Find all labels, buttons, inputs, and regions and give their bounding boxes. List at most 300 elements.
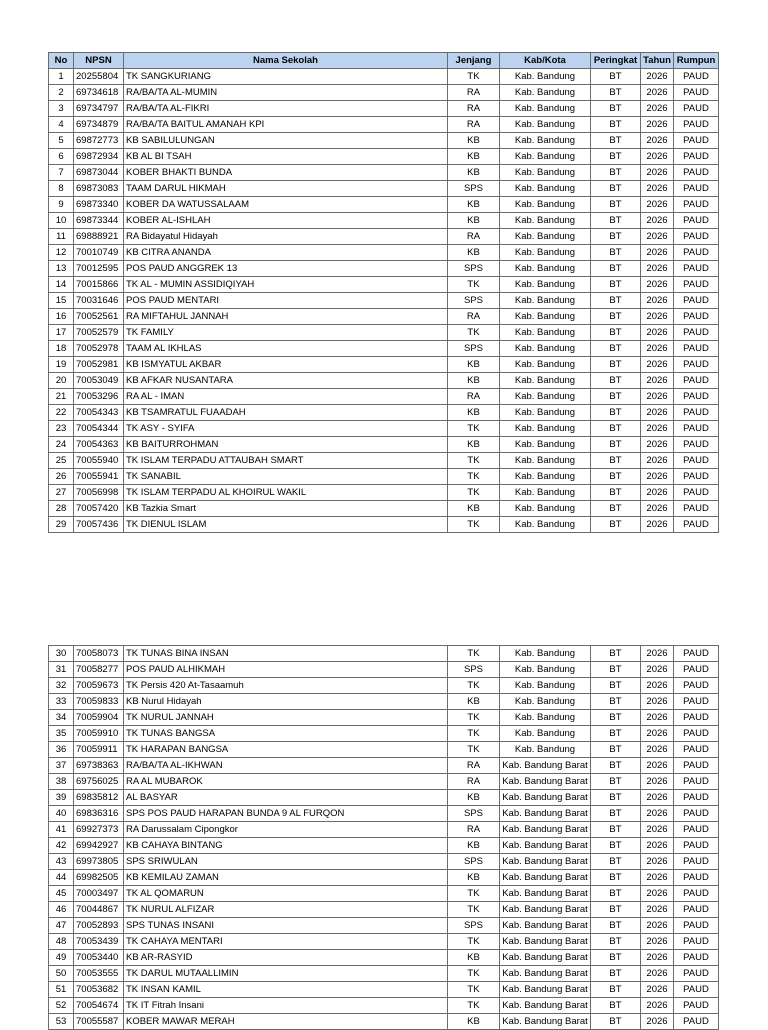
cell-npsn: 70044867 (74, 902, 124, 918)
cell-tahun: 2026 (641, 934, 674, 950)
cell-peringkat: BT (591, 437, 641, 453)
cell-jenjang: TK (448, 69, 500, 85)
cell-jenjang: KB (448, 405, 500, 421)
cell-jenjang: TK (448, 277, 500, 293)
cell-tahun: 2026 (641, 501, 674, 517)
table-row (49, 998, 719, 1014)
cell-rumpun: PAUD (674, 726, 719, 742)
cell-npsn: 69872934 (74, 149, 124, 165)
cell-rumpun: PAUD (674, 950, 719, 966)
cell-peringkat: BT (591, 982, 641, 998)
cell-jenjang: TK (448, 998, 500, 1014)
cell-kab-kota: Kab. Bandung Barat (500, 870, 591, 886)
cell-no: 17 (49, 325, 74, 341)
cell-jenjang: TK (448, 742, 500, 758)
table-row (49, 293, 719, 309)
cell-peringkat: BT (591, 325, 641, 341)
cell-peringkat: BT (591, 902, 641, 918)
cell-no: 48 (49, 934, 74, 950)
cell-npsn: 70012595 (74, 261, 124, 277)
cell-npsn: 70053296 (74, 389, 124, 405)
cell-no: 10 (49, 213, 74, 229)
cell-rumpun: PAUD (674, 341, 719, 357)
cell-tahun: 2026 (641, 774, 674, 790)
cell-jenjang: TK (448, 469, 500, 485)
cell-jenjang: TK (448, 678, 500, 694)
cell-jenjang: TK (448, 966, 500, 982)
cell-npsn: 69734879 (74, 117, 124, 133)
cell-npsn: 70054674 (74, 998, 124, 1014)
cell-npsn: 70059904 (74, 710, 124, 726)
cell-jenjang: KB (448, 501, 500, 517)
cell-nama-sekolah: KOBER MAWAR MERAH (124, 1014, 448, 1030)
cell-tahun: 2026 (641, 245, 674, 261)
cell-npsn: 70058073 (74, 646, 124, 662)
cell-peringkat: BT (591, 469, 641, 485)
table-row (49, 373, 719, 389)
cell-jenjang: SPS (448, 293, 500, 309)
cell-npsn: 69873340 (74, 197, 124, 213)
cell-nama-sekolah: POS PAUD ANGGREK 13 (124, 261, 448, 277)
cell-tahun: 2026 (641, 405, 674, 421)
cell-rumpun: PAUD (674, 934, 719, 950)
cell-jenjang: TK (448, 934, 500, 950)
cell-no: 24 (49, 437, 74, 453)
cell-tahun: 2026 (641, 870, 674, 886)
cell-nama-sekolah: TAAM AL IKHLAS (124, 341, 448, 357)
cell-nama-sekolah: TK NURUL ALFIZAR (124, 902, 448, 918)
cell-peringkat: BT (591, 966, 641, 982)
cell-peringkat: BT (591, 245, 641, 261)
cell-no: 40 (49, 806, 74, 822)
cell-npsn: 70058277 (74, 662, 124, 678)
cell-jenjang: RA (448, 309, 500, 325)
cell-peringkat: BT (591, 213, 641, 229)
cell-rumpun: PAUD (674, 293, 719, 309)
cell-nama-sekolah: KB AR-RASYID (124, 950, 448, 966)
cell-nama-sekolah: RA AL MUBAROK (124, 774, 448, 790)
cell-nama-sekolah: RA MIFTAHUL JANNAH (124, 309, 448, 325)
cell-tahun: 2026 (641, 966, 674, 982)
cell-no: 46 (49, 902, 74, 918)
cell-npsn: 70054363 (74, 437, 124, 453)
table-row (49, 822, 719, 838)
cell-kab-kota: Kab. Bandung (500, 742, 591, 758)
cell-kab-kota: Kab. Bandung Barat (500, 790, 591, 806)
cell-rumpun: PAUD (674, 982, 719, 998)
cell-rumpun: PAUD (674, 85, 719, 101)
cell-peringkat: BT (591, 886, 641, 902)
table-row (49, 437, 719, 453)
cell-peringkat: BT (591, 870, 641, 886)
table-row (49, 341, 719, 357)
table-row (49, 213, 719, 229)
cell-no: 51 (49, 982, 74, 998)
cell-no: 3 (49, 101, 74, 117)
cell-peringkat: BT (591, 309, 641, 325)
cell-peringkat: BT (591, 165, 641, 181)
cell-nama-sekolah: KB CITRA ANANDA (124, 245, 448, 261)
cell-rumpun: PAUD (674, 405, 719, 421)
cell-kab-kota: Kab. Bandung (500, 309, 591, 325)
cell-tahun: 2026 (641, 646, 674, 662)
cell-rumpun: PAUD (674, 998, 719, 1014)
table-row (49, 774, 719, 790)
cell-nama-sekolah: SPS SRIWULAN (124, 854, 448, 870)
cell-peringkat: BT (591, 662, 641, 678)
cell-no: 37 (49, 758, 74, 774)
cell-kab-kota: Kab. Bandung Barat (500, 918, 591, 934)
cell-tahun: 2026 (641, 854, 674, 870)
cell-npsn: 70059673 (74, 678, 124, 694)
cell-npsn: 70052981 (74, 357, 124, 373)
school-table-2 (48, 645, 719, 1030)
cell-rumpun: PAUD (674, 325, 719, 341)
cell-tahun: 2026 (641, 197, 674, 213)
cell-npsn: 70053440 (74, 950, 124, 966)
cell-no: 30 (49, 646, 74, 662)
cell-kab-kota: Kab. Bandung (500, 293, 591, 309)
cell-nama-sekolah: KB AL BI TSAH (124, 149, 448, 165)
cell-peringkat: BT (591, 69, 641, 85)
cell-peringkat: BT (591, 1014, 641, 1030)
table-row (49, 309, 719, 325)
cell-npsn: 69982505 (74, 870, 124, 886)
table-row (49, 389, 719, 405)
cell-nama-sekolah: TK AL QOMARUN (124, 886, 448, 902)
cell-peringkat: BT (591, 822, 641, 838)
cell-npsn: 70059911 (74, 742, 124, 758)
cell-no: 2 (49, 85, 74, 101)
cell-kab-kota: Kab. Bandung (500, 646, 591, 662)
cell-tahun: 2026 (641, 662, 674, 678)
cell-kab-kota: Kab. Bandung (500, 101, 591, 117)
cell-tahun: 2026 (641, 918, 674, 934)
cell-no: 36 (49, 742, 74, 758)
cell-npsn: 70056998 (74, 485, 124, 501)
cell-kab-kota: Kab. Bandung (500, 117, 591, 133)
cell-jenjang: KB (448, 437, 500, 453)
cell-kab-kota: Kab. Bandung (500, 85, 591, 101)
cell-nama-sekolah: TK TUNAS BINA INSAN (124, 646, 448, 662)
table-row (49, 501, 719, 517)
table-row (49, 101, 719, 117)
cell-rumpun: PAUD (674, 165, 719, 181)
cell-nama-sekolah: KB CAHAYA BINTANG (124, 838, 448, 854)
cell-nama-sekolah: RA Darussalam Cipongkor (124, 822, 448, 838)
cell-rumpun: PAUD (674, 790, 719, 806)
table-row (49, 165, 719, 181)
cell-rumpun: PAUD (674, 261, 719, 277)
cell-npsn: 69888921 (74, 229, 124, 245)
cell-tahun: 2026 (641, 982, 674, 998)
header-tahun: Tahun (641, 53, 674, 69)
cell-kab-kota: Kab. Bandung Barat (500, 822, 591, 838)
cell-no: 22 (49, 405, 74, 421)
table-row (49, 758, 719, 774)
cell-tahun: 2026 (641, 149, 674, 165)
header-rumpun: Rumpun (674, 53, 719, 69)
cell-no: 9 (49, 197, 74, 213)
cell-kab-kota: Kab. Bandung Barat (500, 886, 591, 902)
cell-jenjang: RA (448, 101, 500, 117)
cell-nama-sekolah: TK TUNAS BANGSA (124, 726, 448, 742)
table-row (49, 245, 719, 261)
cell-nama-sekolah: RA AL - IMAN (124, 389, 448, 405)
cell-tahun: 2026 (641, 822, 674, 838)
cell-rumpun: PAUD (674, 469, 719, 485)
table-row (49, 1014, 719, 1030)
cell-npsn: 69756025 (74, 774, 124, 790)
cell-peringkat: BT (591, 790, 641, 806)
cell-rumpun: PAUD (674, 101, 719, 117)
cell-kab-kota: Kab. Bandung (500, 357, 591, 373)
cell-peringkat: BT (591, 950, 641, 966)
cell-jenjang: KB (448, 357, 500, 373)
cell-jenjang: SPS (448, 918, 500, 934)
cell-jenjang: TK (448, 453, 500, 469)
cell-no: 53 (49, 1014, 74, 1030)
cell-rumpun: PAUD (674, 421, 719, 437)
table-row (49, 726, 719, 742)
cell-rumpun: PAUD (674, 373, 719, 389)
cell-tahun: 2026 (641, 277, 674, 293)
cell-tahun: 2026 (641, 469, 674, 485)
cell-tahun: 2026 (641, 165, 674, 181)
cell-nama-sekolah: KB ISMYATUL AKBAR (124, 357, 448, 373)
cell-npsn: 69873344 (74, 213, 124, 229)
cell-nama-sekolah: TK AL - MUMIN ASSIDIQIYAH (124, 277, 448, 293)
table-row (49, 85, 719, 101)
cell-nama-sekolah: TK ASY - SYIFA (124, 421, 448, 437)
table-row (49, 886, 719, 902)
cell-no: 41 (49, 822, 74, 838)
cell-tahun: 2026 (641, 85, 674, 101)
table-row (49, 277, 719, 293)
cell-rumpun: PAUD (674, 69, 719, 85)
cell-peringkat: BT (591, 678, 641, 694)
cell-npsn: 70003497 (74, 886, 124, 902)
cell-no: 49 (49, 950, 74, 966)
cell-npsn: 69873083 (74, 181, 124, 197)
cell-nama-sekolah: TK HARAPAN BANGSA (124, 742, 448, 758)
cell-npsn: 70053439 (74, 934, 124, 950)
cell-jenjang: RA (448, 389, 500, 405)
table-row (49, 117, 719, 133)
cell-rumpun: PAUD (674, 902, 719, 918)
cell-npsn: 69942927 (74, 838, 124, 854)
cell-peringkat: BT (591, 149, 641, 165)
cell-rumpun: PAUD (674, 133, 719, 149)
cell-nama-sekolah: TK DARUL MUTAALLIMIN (124, 966, 448, 982)
cell-jenjang: KB (448, 790, 500, 806)
cell-nama-sekolah: TK SANGKURIANG (124, 69, 448, 85)
cell-kab-kota: Kab. Bandung Barat (500, 838, 591, 854)
cell-nama-sekolah: RA/BA/TA BAITUL AMANAH KPI (124, 117, 448, 133)
cell-no: 21 (49, 389, 74, 405)
cell-nama-sekolah: TK ISLAM TERPADU AL KHOIRUL WAKIL (124, 485, 448, 501)
cell-tahun: 2026 (641, 341, 674, 357)
table-row (49, 934, 719, 950)
cell-jenjang: RA (448, 117, 500, 133)
cell-peringkat: BT (591, 101, 641, 117)
cell-npsn: 70055941 (74, 469, 124, 485)
cell-no: 32 (49, 678, 74, 694)
cell-kab-kota: Kab. Bandung Barat (500, 966, 591, 982)
cell-peringkat: BT (591, 726, 641, 742)
table-row (49, 133, 719, 149)
cell-kab-kota: Kab. Bandung (500, 325, 591, 341)
cell-jenjang: SPS (448, 341, 500, 357)
cell-npsn: 70053682 (74, 982, 124, 998)
cell-kab-kota: Kab. Bandung Barat (500, 854, 591, 870)
cell-no: 47 (49, 918, 74, 934)
cell-jenjang: TK (448, 325, 500, 341)
cell-rumpun: PAUD (674, 678, 719, 694)
cell-tahun: 2026 (641, 678, 674, 694)
cell-rumpun: PAUD (674, 822, 719, 838)
school-table-1 (48, 52, 719, 533)
cell-peringkat: BT (591, 501, 641, 517)
cell-jenjang: SPS (448, 662, 500, 678)
cell-tahun: 2026 (641, 694, 674, 710)
cell-no: 23 (49, 421, 74, 437)
cell-nama-sekolah: TK NURUL JANNAH (124, 710, 448, 726)
table-row (49, 405, 719, 421)
cell-tahun: 2026 (641, 133, 674, 149)
cell-rumpun: PAUD (674, 357, 719, 373)
cell-no: 35 (49, 726, 74, 742)
cell-npsn: 70052978 (74, 341, 124, 357)
table-row (49, 517, 719, 533)
cell-npsn: 69873044 (74, 165, 124, 181)
cell-peringkat: BT (591, 934, 641, 950)
cell-kab-kota: Kab. Bandung (500, 710, 591, 726)
cell-npsn: 70059910 (74, 726, 124, 742)
cell-peringkat: BT (591, 453, 641, 469)
cell-peringkat: BT (591, 229, 641, 245)
cell-jenjang: KB (448, 950, 500, 966)
table-row (49, 485, 719, 501)
cell-kab-kota: Kab. Bandung (500, 389, 591, 405)
cell-npsn: 70057436 (74, 517, 124, 533)
table-row (49, 918, 719, 934)
cell-peringkat: BT (591, 854, 641, 870)
table-row (49, 646, 719, 662)
header-peringkat: Peringkat (591, 53, 641, 69)
cell-kab-kota: Kab. Bandung Barat (500, 982, 591, 998)
cell-no: 39 (49, 790, 74, 806)
cell-jenjang: KB (448, 838, 500, 854)
table-row (49, 149, 719, 165)
header-npsn: NPSN (74, 53, 124, 69)
table-row (49, 854, 719, 870)
cell-rumpun: PAUD (674, 806, 719, 822)
cell-peringkat: BT (591, 357, 641, 373)
cell-jenjang: KB (448, 133, 500, 149)
cell-tahun: 2026 (641, 357, 674, 373)
cell-rumpun: PAUD (674, 886, 719, 902)
cell-tahun: 2026 (641, 710, 674, 726)
table-row (49, 870, 719, 886)
cell-no: 11 (49, 229, 74, 245)
cell-jenjang: TK (448, 710, 500, 726)
cell-nama-sekolah: KOBER DA WATUSSALAAM (124, 197, 448, 213)
cell-nama-sekolah: KOBER BHAKTI BUNDA (124, 165, 448, 181)
cell-tahun: 2026 (641, 373, 674, 389)
cell-rumpun: PAUD (674, 485, 719, 501)
cell-npsn: 69927373 (74, 822, 124, 838)
cell-no: 16 (49, 309, 74, 325)
table-row (49, 229, 719, 245)
cell-rumpun: PAUD (674, 229, 719, 245)
cell-tahun: 2026 (641, 1014, 674, 1030)
cell-kab-kota: Kab. Bandung (500, 165, 591, 181)
cell-rumpun: PAUD (674, 870, 719, 886)
cell-npsn: 70059833 (74, 694, 124, 710)
cell-jenjang: KB (448, 149, 500, 165)
cell-tahun: 2026 (641, 181, 674, 197)
cell-no: 45 (49, 886, 74, 902)
table-row (49, 742, 719, 758)
cell-peringkat: BT (591, 277, 641, 293)
cell-jenjang: SPS (448, 806, 500, 822)
cell-kab-kota: Kab. Bandung (500, 261, 591, 277)
table-row (49, 662, 719, 678)
cell-jenjang: KB (448, 197, 500, 213)
cell-npsn: 70054344 (74, 421, 124, 437)
cell-rumpun: PAUD (674, 197, 719, 213)
cell-peringkat: BT (591, 694, 641, 710)
cell-kab-kota: Kab. Bandung (500, 678, 591, 694)
table-row (49, 261, 719, 277)
table-row (49, 982, 719, 998)
header-jenjang: Jenjang (448, 53, 500, 69)
cell-npsn: 70052579 (74, 325, 124, 341)
cell-npsn: 70057420 (74, 501, 124, 517)
cell-peringkat: BT (591, 998, 641, 1014)
cell-rumpun: PAUD (674, 149, 719, 165)
cell-kab-kota: Kab. Bandung Barat (500, 774, 591, 790)
cell-jenjang: KB (448, 373, 500, 389)
cell-npsn: 70010749 (74, 245, 124, 261)
cell-tahun: 2026 (641, 838, 674, 854)
cell-jenjang: SPS (448, 261, 500, 277)
cell-jenjang: KB (448, 1014, 500, 1030)
cell-tahun: 2026 (641, 389, 674, 405)
cell-npsn: 70015866 (74, 277, 124, 293)
cell-kab-kota: Kab. Bandung (500, 229, 591, 245)
cell-jenjang: KB (448, 694, 500, 710)
cell-kab-kota: Kab. Bandung (500, 149, 591, 165)
cell-peringkat: BT (591, 373, 641, 389)
cell-no: 27 (49, 485, 74, 501)
cell-no: 44 (49, 870, 74, 886)
cell-tahun: 2026 (641, 101, 674, 117)
table-row (49, 966, 719, 982)
cell-rumpun: PAUD (674, 710, 719, 726)
header-no: No (49, 53, 74, 69)
table-row (49, 902, 719, 918)
cell-npsn: 70052561 (74, 309, 124, 325)
cell-kab-kota: Kab. Bandung Barat (500, 950, 591, 966)
cell-nama-sekolah: KB BAITURROHMAN (124, 437, 448, 453)
cell-peringkat: BT (591, 389, 641, 405)
cell-nama-sekolah: RA Bidayatul Hidayah (124, 229, 448, 245)
cell-kab-kota: Kab. Bandung (500, 405, 591, 421)
cell-kab-kota: Kab. Bandung (500, 373, 591, 389)
cell-nama-sekolah: SPS TUNAS INSANI (124, 918, 448, 934)
